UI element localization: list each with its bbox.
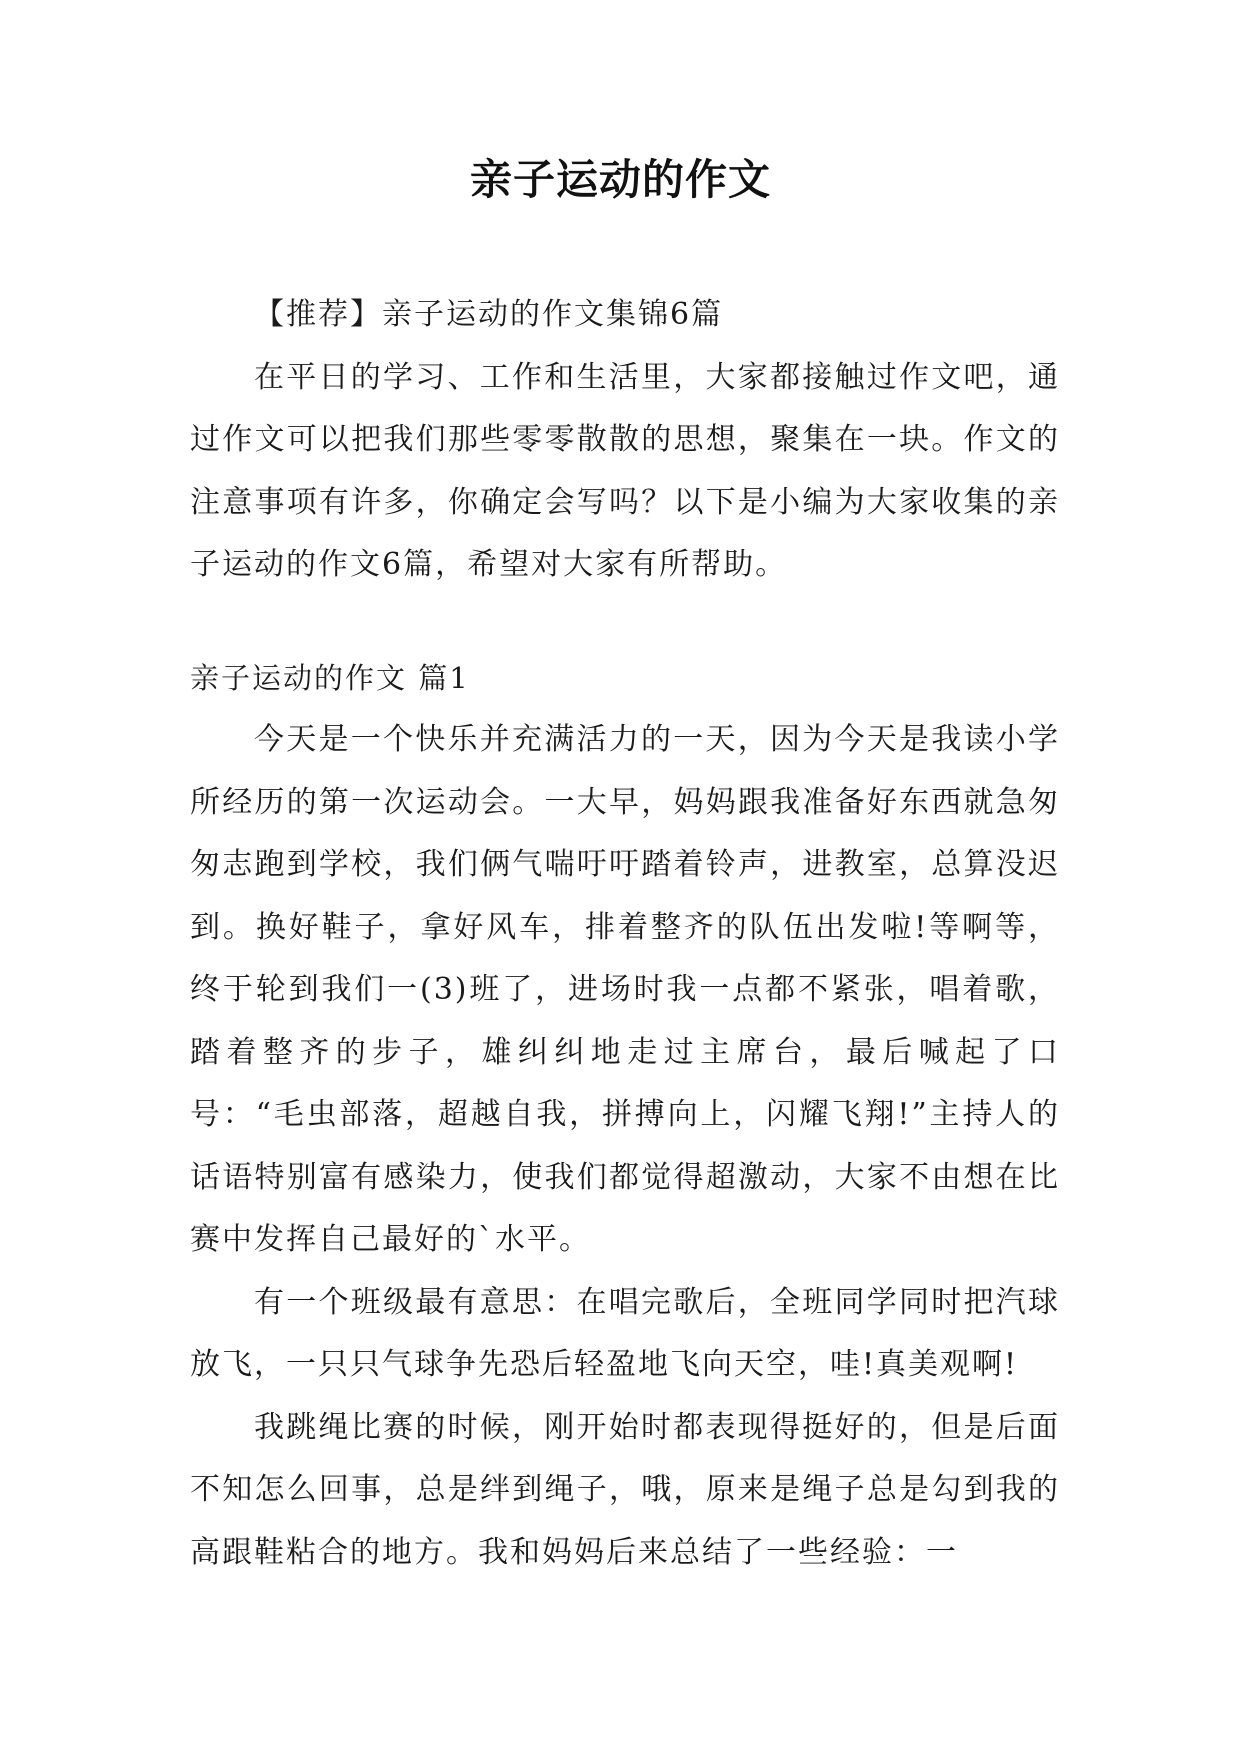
section-heading: 亲子运动的作文 篇1 xyxy=(190,660,470,695)
document-body xyxy=(190,284,1060,1584)
body-paragraph: 今天是一个快乐并充满活力的一天，因为今天是我读小学所经历的第一次运动会。一大早，妈妈跟我准备好东西就急匆匆志跑到学校，我们俩气喘吁吁踏着铃声，进教室，总算没迟到。换好鞋子，拿好风车，排着整齐的队伍出发啦!等啊等，终于轮到我们一(3)班了，进场时我一点都不紧张，唱着歌，踏着整齐的步子，雄纠纠地走过主席台，最后喊起了口号：“毛虫部落，超越自我，拼搏向上，闪耀飞翔!”主持人的话语特别富有感染力，使我们都觉得超激动，大家不由想在比赛中发挥自己最好的`水平。 xyxy=(190,722,1060,1257)
document-title: 亲子运动的作文 xyxy=(469,155,771,204)
body-paragraph: 有一个班级最有意思：在唱完歌后，全班同学同时把汽球放飞，一只只气球争先恐后轻盈地飞向天空，哇!真美观啊! xyxy=(190,1284,1060,1382)
section-gap xyxy=(190,597,1060,647)
recommend-line: 【推荐】亲子运动的作文集锦6篇 xyxy=(254,297,724,332)
body-paragraph: 我跳绳比赛的时候，刚开始时都表现得挺好的，但是后面不知怎么回事，总是绊到绳子，哦，原来是绳子总是勾到我的高跟鞋粘合的地方。我和妈妈后来总结了一些经验：一 xyxy=(190,1409,1060,1570)
intro-paragraph: 在平日的学习、工作和生活里，大家都接触过作文吧，通过作文可以把我们那些零零散散的思想，聚集在一块。作文的注意事项有许多，你确定会写吗？以下是小编为大家收集的亲子运动的作文6篇，希望对大家有所帮助。 xyxy=(190,359,1060,582)
